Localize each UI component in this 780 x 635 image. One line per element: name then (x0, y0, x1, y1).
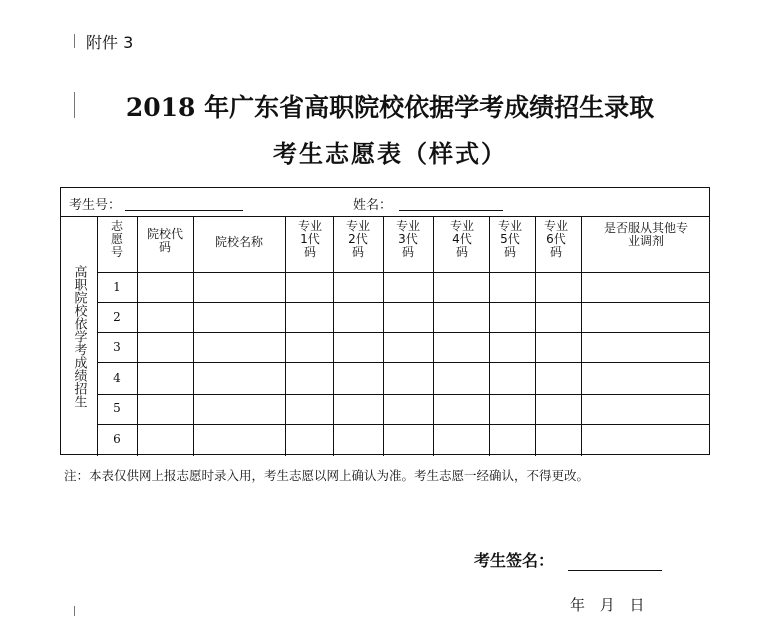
grid-line (97, 216, 98, 456)
name-field[interactable] (399, 210, 503, 211)
grid-line (285, 216, 286, 456)
form-note: 注：本表仅供网上报志愿时录入用，考生志愿以网上确认为准。考生志愿一经确认，不得更改。 (64, 468, 590, 483)
date-label: 年 月 日 (570, 596, 645, 614)
row-number: 2 (113, 310, 121, 324)
section-label: 高职院校依学考成绩招生 (71, 264, 87, 408)
grid-line (193, 216, 194, 456)
header-school-name: 院校名称 (214, 235, 263, 249)
attachment-label: 附件 3 (86, 33, 134, 52)
grid-line (97, 332, 709, 333)
exam-number-field[interactable] (125, 210, 243, 211)
grid-line (581, 216, 582, 456)
grid-line (433, 216, 434, 456)
header-school-code: 院校代码 (146, 227, 183, 254)
signature-label: 考生签名： (474, 551, 555, 570)
form-header-bar (61, 188, 709, 217)
grid-line (97, 272, 709, 273)
exam-number-label: 考生号： (69, 198, 122, 213)
grid-line (137, 216, 138, 456)
grid-line (97, 302, 709, 303)
header-adjust: 是否服从其他专业调剂 (603, 221, 688, 248)
grid-line (333, 216, 334, 456)
margin-mark (74, 606, 75, 616)
header-major-6: 专业6代码 (543, 219, 568, 259)
signature-field[interactable] (568, 570, 662, 571)
header-major-5: 专业5代码 (497, 219, 522, 259)
page-subtitle: 考生志愿表（样式） (273, 139, 507, 168)
header-choice-no: 志愿号 (110, 219, 123, 259)
row-number: 3 (113, 340, 121, 354)
grid-line (535, 216, 536, 456)
grid-line (97, 424, 709, 425)
grid-line (97, 394, 709, 395)
grid-line (489, 216, 490, 456)
grid-line (383, 216, 384, 456)
margin-mark (74, 34, 75, 48)
page-title: 2018 年广东省高职院校依据学考成绩招生录取 (125, 93, 655, 122)
application-form-table (60, 187, 710, 455)
name-label: 姓名： (353, 198, 393, 213)
row-number: 4 (113, 371, 121, 385)
header-major-4: 专业4代码 (449, 219, 474, 259)
header-major-2: 专业2代码 (345, 219, 370, 259)
header-major-3: 专业3代码 (395, 219, 420, 259)
grid-line (97, 362, 709, 363)
row-number: 1 (113, 280, 121, 294)
row-number: 6 (113, 432, 121, 446)
row-number: 5 (113, 401, 121, 415)
header-major-1: 专业1代码 (297, 219, 322, 259)
